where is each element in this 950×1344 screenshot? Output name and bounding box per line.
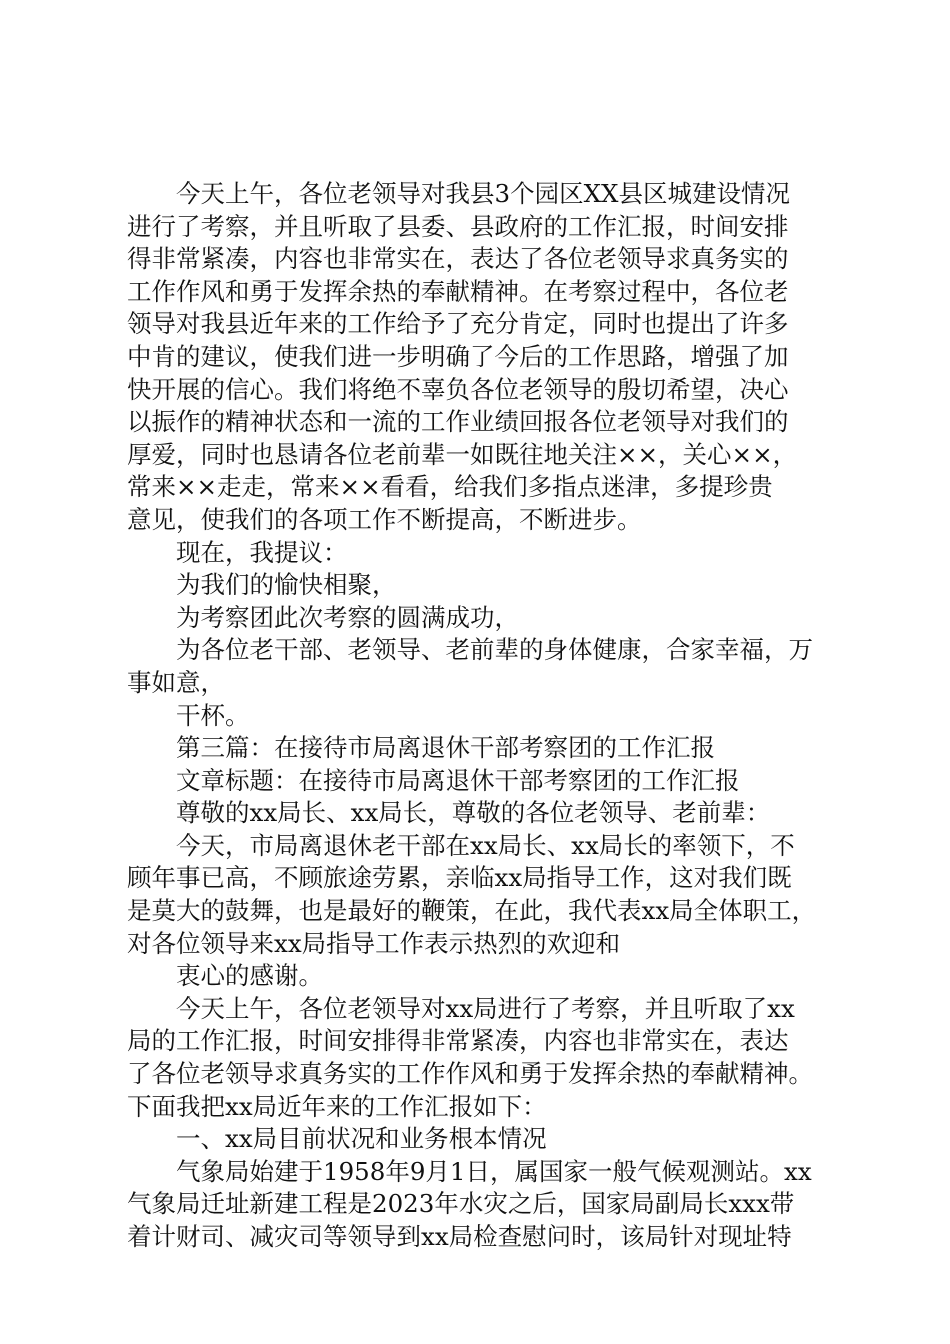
text-line: 气象局始建于1958年9月1日，属国家一般气候观测站。xx	[176, 1156, 812, 1186]
text-line: 为考察团此次考察的圆满成功，	[176, 602, 519, 632]
text-line: 局的工作汇报，时间安排得非常紧凑，内容也非常实在，表达	[127, 1026, 789, 1056]
text-line: 气象局迁址新建工程是2023年水灾之后，国家局副局长xxx带	[127, 1189, 795, 1219]
text-line: 常来××走走，常来××看看，给我们多指点迷津，多提珍贵	[127, 472, 773, 502]
subsection-heading: 一、xx局目前状况和业务根本情况	[176, 1124, 547, 1154]
text-line: 是莫大的鼓舞，也是最好的鞭策，在此，我代表xx局全体职工，	[127, 896, 817, 926]
text-line: 衷心的感谢。	[176, 961, 323, 991]
text-line: 得非常紧凑，内容也非常实在，表达了各位老领导求真务实的	[127, 244, 789, 274]
text-line: 工作作风和勇于发挥余热的奉献精神。在考察过程中，各位老	[127, 276, 789, 306]
text-line: 厚爱，同时也恳请各位老前辈一如既往地关注××，关心××，	[127, 439, 798, 469]
section-heading: 第三篇：在接待市局离退休干部考察团的工作汇报	[176, 733, 715, 763]
text-line: 为我们的愉快相聚，	[176, 570, 397, 600]
text-line: 着计财司、减灾司等领导到xx局检查慰问时，该局针对现址特	[127, 1222, 792, 1251]
text-line: 意见，使我们的各项工作不断提高，不断进步。	[127, 504, 642, 534]
text-line: 了各位老领导求真务实的工作作风和勇于发挥余热的奉献精神。	[127, 1059, 813, 1089]
text-line: 顾年事已高，不顾旅途劳累，亲临xx局指导工作，这对我们既	[127, 863, 792, 893]
article-title: 文章标题：在接待市局离退休干部考察团的工作汇报	[176, 765, 740, 795]
text-line: 今天上午，各位老领导对xx局进行了考察，并且听取了xx	[176, 993, 795, 1023]
text-line: 中肯的建议，使我们进一步明确了今后的工作思路，增强了加	[127, 341, 789, 371]
text-line: 现在，我提议：	[176, 537, 348, 567]
text-line: 快开展的信心。我们将绝不辜负各位老领导的殷切希望，决心	[127, 374, 789, 404]
text-line: 今天，市局离退休老干部在xx局长、xx局长的率领下，不	[176, 830, 795, 860]
text-line: 为各位老干部、老领导、老前辈的身体健康，合家幸福，万	[176, 635, 813, 665]
text-line: 以振作的精神状态和一流的工作业绩回报各位老领导对我们的	[127, 407, 789, 437]
text-line: 领导对我县近年来的工作给予了充分肯定，同时也提出了许多	[127, 309, 789, 339]
text-line: 事如意，	[127, 667, 225, 697]
text-line: 下面我把xx局近年来的工作汇报如下：	[127, 1091, 547, 1121]
text-line: 今天上午，各位老领导对我县3个园区XX县区城建设情况	[176, 179, 790, 208]
salutation: 尊敬的xx局长、xx局长，尊敬的各位老领导、老前辈：	[176, 798, 771, 828]
text-line: 进行了考察，并且听取了县委、县政府的工作汇报，时间安排	[127, 211, 789, 241]
document-body	[127, 178, 867, 1254]
text-line: 干杯。	[176, 700, 250, 730]
text-line: 对各位领导来xx局指导工作表示热烈的欢迎和	[127, 928, 621, 958]
